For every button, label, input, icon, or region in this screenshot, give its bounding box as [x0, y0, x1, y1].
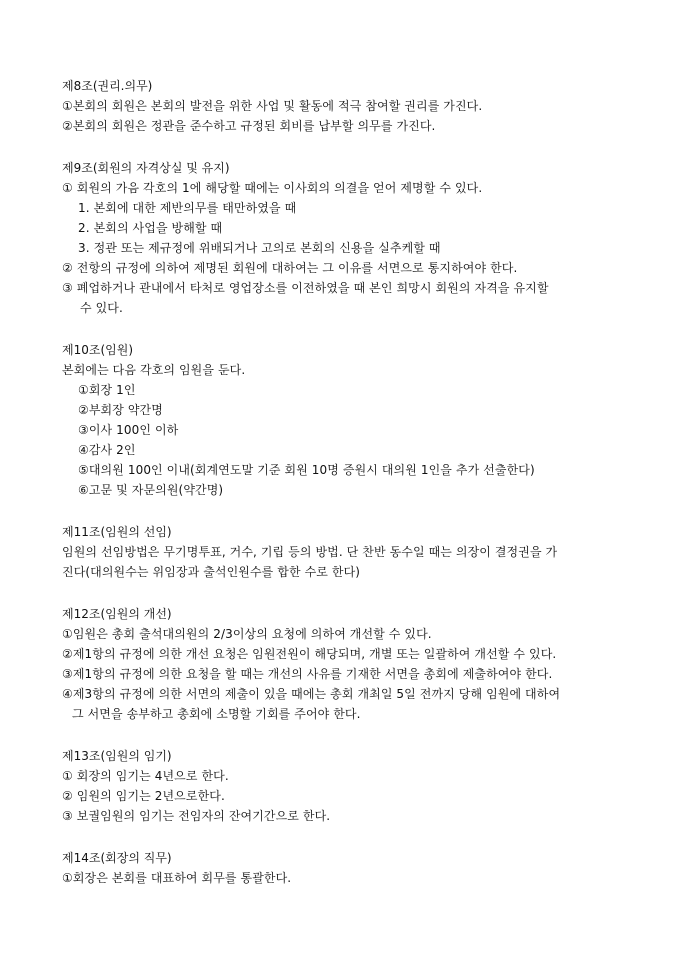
- article-title: 제14조(회장의 직무): [62, 851, 172, 865]
- sub-item-2: 2. 본회의 사업을 방해할 때: [78, 221, 223, 235]
- article-13: [62, 746, 622, 826]
- paragraph-line-1: 임원의 선임방법은 무기명투표, 거수, 기립 등의 방법. 단 찬반 동수일 때는 의장이 결정권을 가: [62, 545, 558, 559]
- clause-1: ①본회의 회원은 본회의 발전을 위한 사업 및 활동에 적극 참여할 권리를 가진다.: [62, 99, 483, 113]
- clause-2: ② 전항의 규정에 의하여 제명된 회원에 대하여는 그 이유를 서면으로 통지하여야 한다.: [62, 261, 518, 275]
- article-11: [62, 522, 622, 582]
- article-title: 제12조(임원의 개선): [62, 607, 172, 621]
- article-title: 제8조(권리.의무): [62, 79, 153, 93]
- clause-2: ②본회의 회원은 정관을 준수하고 규정된 회비를 납부할 의무를 가진다.: [62, 119, 436, 133]
- paragraph-line-2: 진다(대의원수는 위임장과 출석인원수를 합한 수로 한다): [62, 565, 361, 579]
- officer-item-1: ①회장 1인: [78, 383, 136, 397]
- officer-item-6: ⑥고문 및 자문의원(약간명): [78, 483, 224, 497]
- clause-1: ① 회장의 임기는 4년으로 한다.: [62, 769, 229, 783]
- sub-item-1: 1. 본회에 대한 제반의무를 태만하였을 때: [78, 201, 297, 215]
- clause-2: ② 임원의 임기는 2년으로한다.: [62, 789, 225, 803]
- officer-item-3: ③이사 100인 이하: [78, 423, 179, 437]
- article-9: [62, 158, 622, 318]
- article-intro: 본회에는 다음 각호의 임원을 둔다.: [62, 363, 246, 377]
- clause-1: ①임원은 총회 출석대의원의 2/3이상의 요청에 의하여 개선할 수 있다.: [62, 627, 432, 641]
- clause-1: ① 회원의 가음 각호의 1에 해당할 때에는 이사회의 의결을 얻어 제명할 수 있다.: [62, 181, 483, 195]
- clause-3: ③ 보궐임원의 임기는 전임자의 잔여기간으로 한다.: [62, 809, 331, 823]
- article-title: 제13조(임원의 임기): [62, 749, 172, 763]
- clause-3: ③ 폐업하거나 관내에서 타처로 영업장소를 이전하였을 때 본인 희망시 회원의 자격을 유지할: [62, 281, 549, 295]
- article-8: [62, 76, 622, 136]
- clause-4: ④제3항의 규정에 의한 서면의 제출이 있을 때에는 총회 개최일 5일 전까지 당해 임원에 대하여: [62, 687, 561, 701]
- officer-item-4: ④감사 2인: [78, 443, 136, 457]
- article-title: 제10조(임원): [62, 343, 134, 357]
- article-10: [62, 340, 622, 500]
- article-14: [62, 848, 622, 888]
- clause-3-continued: 수 있다.: [80, 301, 123, 315]
- sub-item-3: 3. 정관 또는 제규정에 위배되거나 고의로 본회의 신용을 실추케할 때: [78, 241, 441, 255]
- clause-4-continued: 그 서면을 송부하고 총회에 소명할 기회를 주어야 한다.: [72, 707, 361, 721]
- clause-1: ①회장은 본회를 대표하여 회무를 통괄한다.: [62, 871, 292, 885]
- article-12: [62, 604, 622, 724]
- article-title: 제9조(회원의 자격상실 및 유지): [62, 161, 230, 175]
- officer-item-2: ②부회장 약간명: [78, 403, 163, 417]
- clause-3: ③제1항의 규정에 의한 요청을 할 때는 개선의 사유를 기재한 서면을 총회에 제출하여야 한다.: [62, 667, 553, 681]
- article-title: 제11조(임원의 선임): [62, 525, 172, 539]
- clause-2: ②제1항의 규정에 의한 개선 요청은 임원전원이 해당되며, 개별 또는 일괄하여 개선할 수 있다.: [62, 647, 557, 661]
- officer-item-5: ⑤대의원 100인 이내(회계연도말 기준 회원 10명 증원시 대의원 1인을 추가 선출한다): [78, 463, 535, 477]
